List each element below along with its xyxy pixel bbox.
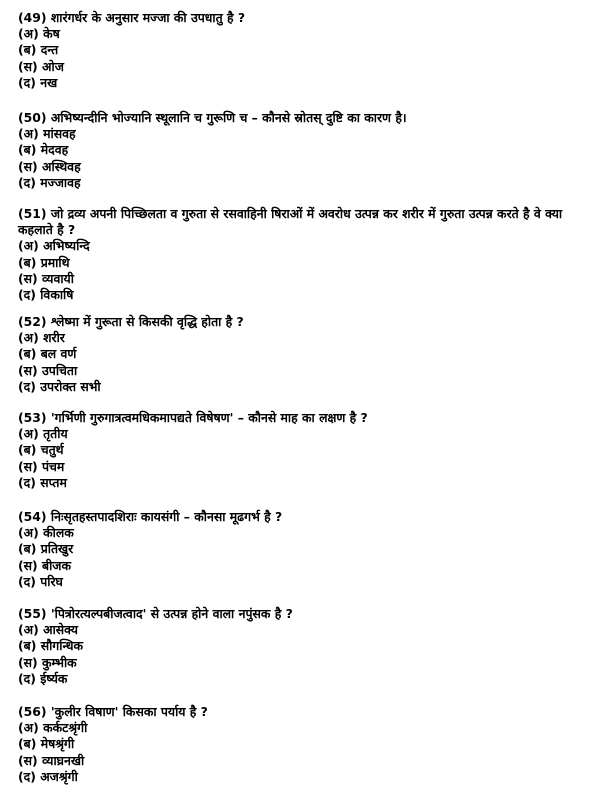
option-b: (ब) प्रमाथि [18,254,70,270]
option-d: (द) सप्तम [18,474,67,490]
option-c: (स) व्यवायी [18,270,74,286]
question-49 [18,10,598,91]
option-c: (स) अस्थिवह [18,158,81,174]
option-a: (अ) मांसवह [18,126,76,142]
question-text: (51) जो द्रव्य अपनी पिच्छिलता व गुरुता से रसवाहिनी षिराओं में अवरोध उत्पन्न कर शरीर में गुरुता उत्पन्न करते है वे क्या कहलाते है ? [18,206,563,238]
option-d: (द) अजश्रृंगी [18,768,78,784]
option-d: (द) उपरोक्त सभी [18,378,101,394]
option-a: (अ) कीलक [18,525,74,541]
option-d: (द) विकाषि [18,287,74,303]
option-d: (द) ईर्ष्यक [18,670,68,686]
question-text: (55) 'पित्रोरत्यल्पबीजत्वाद' से उत्पन्न होने वाला नपुंसक है ? [18,606,293,621]
question-text: (56) 'कुलीर विषाण' किसका पर्याय है ? [18,704,208,719]
question-text: (49) शारंगर्धर के अनुसार मज्जा की उपधातु है ? [18,10,246,25]
question-54 [18,509,598,590]
option-c: (स) बीजक [18,557,72,573]
question-text: (54) निःसृतहस्तपादशिराः कायसंगी – कौनसा मूढगर्भ है ? [18,509,283,524]
question-50 [18,110,598,191]
option-c: (स) ओज [18,58,64,74]
option-b: (ब) चतुर्थ [18,442,64,458]
option-c: (स) व्याघ्रनखी [18,752,85,768]
question-text: (52) श्लेष्मा में गुरूता से किसकी वृद्धि होता है ? [18,314,244,329]
question-text: (50) अभिष्यन्दीनि भोज्यानि स्थूलानि च गुरूणि च – कौनसे स्रोतस् दुष्टि का कारण है। [18,110,407,125]
option-d: (द) परिघ [18,573,63,589]
option-b: (ब) सौगन्धिक [18,638,84,654]
option-d: (द) नख [18,74,58,90]
question-56 [18,704,598,785]
question-51 [18,206,598,303]
option-b: (ब) मेदवह [18,142,69,158]
option-a: (अ) केष [18,26,60,42]
option-a: (अ) आसेक्य [18,622,78,638]
option-a: (अ) शरीर [18,330,65,346]
option-a: (अ) तृतीय [18,426,68,442]
option-c: (स) कुम्भीक [18,654,77,670]
option-b: (ब) दन्त [18,42,59,58]
option-a: (अ) अभिष्यन्दि [18,238,90,254]
question-53 [18,410,598,491]
option-c: (स) पंचम [18,458,65,474]
option-b: (ब) मेषश्रृंगी [18,736,75,752]
question-text: (53) 'गर्भिणी गुरुगात्रत्वमधिकमापद्यते विषेषण' – कौनसे माह का लक्षण है ? [18,410,368,425]
question-52 [18,314,598,395]
question-55 [18,606,598,687]
option-c: (स) उपचिता [18,362,78,378]
option-b: (ब) बल वर्ण [18,346,77,362]
option-b: (ब) प्रतिखुर [18,541,74,557]
option-a: (अ) कर्कटश्रृंगी [18,720,88,736]
option-d: (द) मज्जावह [18,174,81,190]
